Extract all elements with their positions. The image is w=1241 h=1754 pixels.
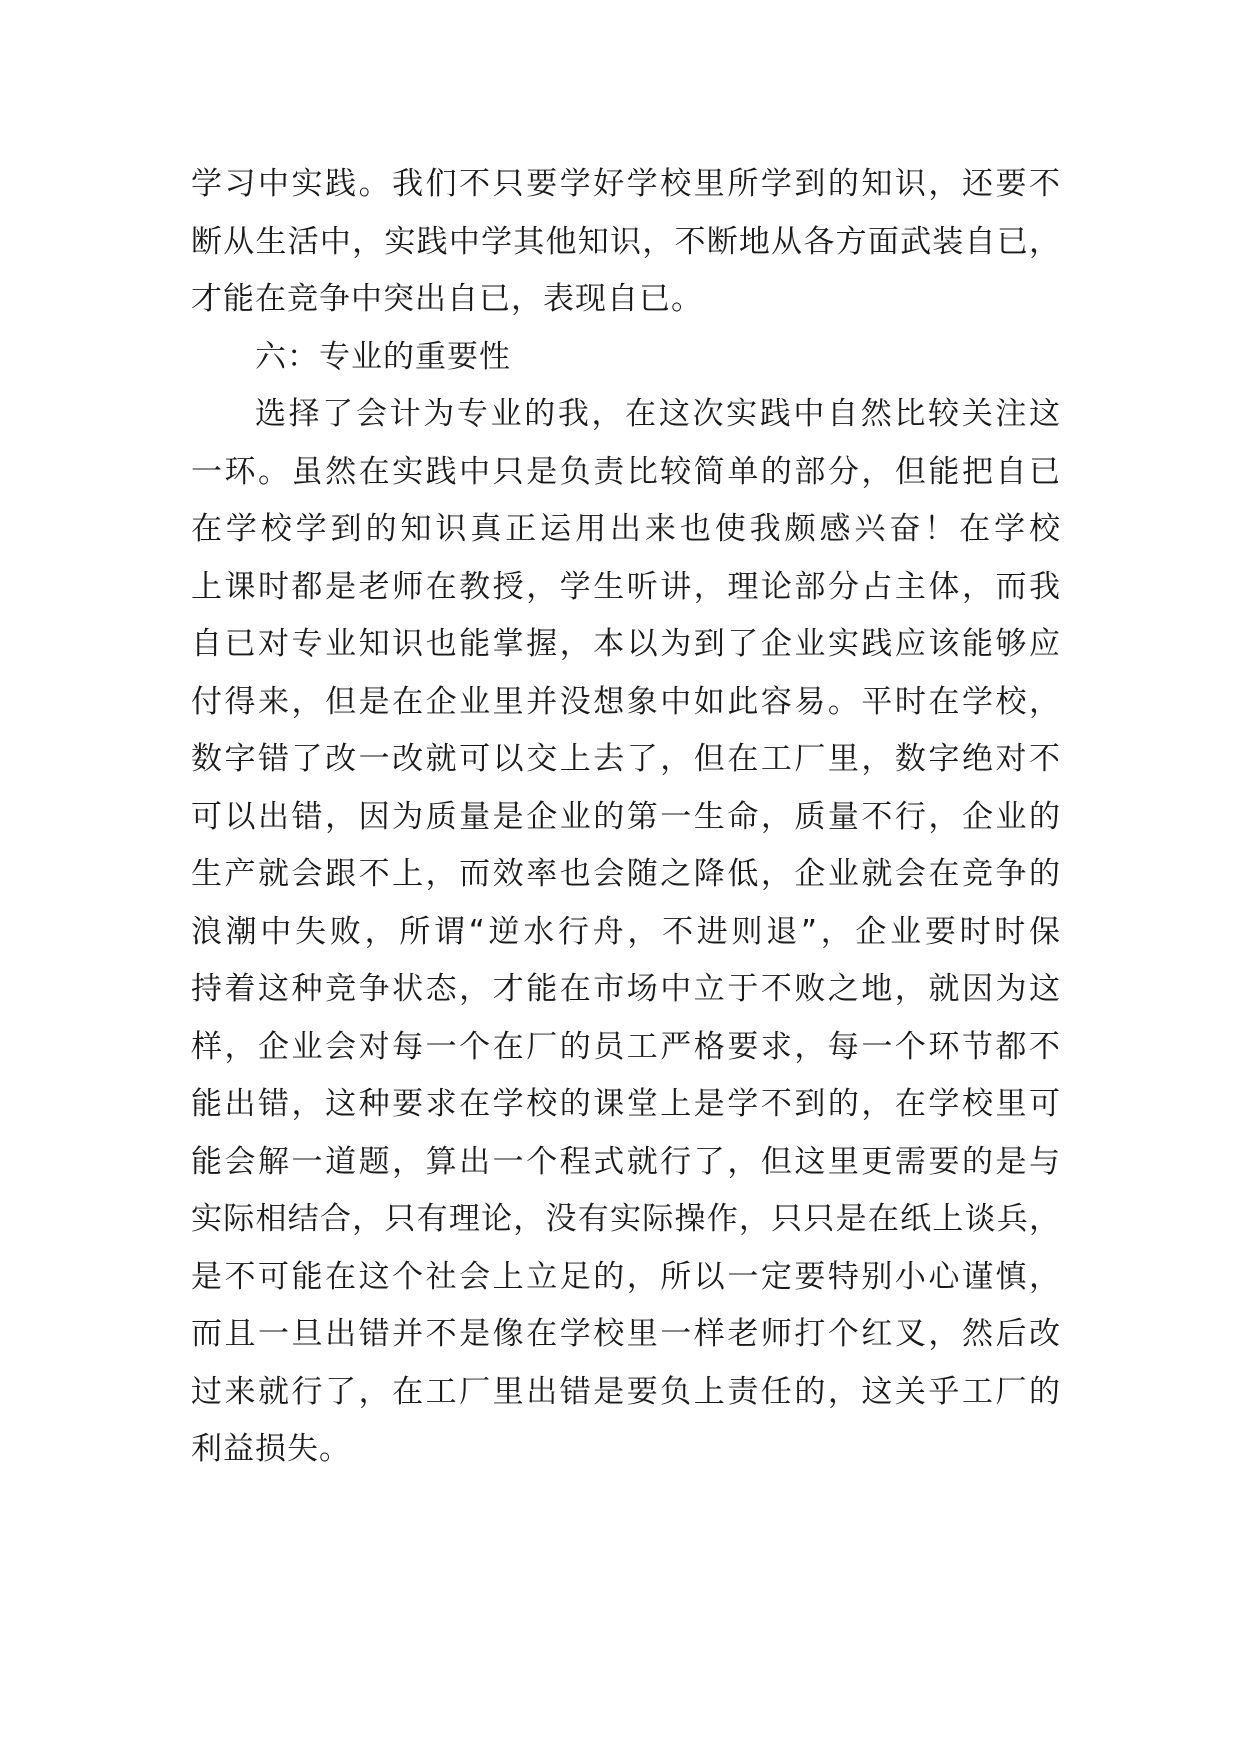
paragraph-line: 可以出错，因为质量是企业的第一生命，质量不行，企业的 — [191, 798, 1061, 835]
paragraph-line: 断从生活中，实践中学其他知识，不断地从各方面武装自已， — [191, 223, 1061, 260]
paragraph-line: 在学校学到的知识真正运用出来也使我颇感兴奋！在学校 — [191, 511, 1061, 547]
paragraph-line: 是不可能在这个社会上立足的，所以一定要特别小心谨慎， — [191, 1258, 1061, 1295]
paragraph-line: 能会解一道题，算出一个程式就行了，但这里更需要的是与 — [191, 1143, 1061, 1180]
paragraph-line: 样，企业会对每一个在厂的员工严格要求，每一个环节都不 — [191, 1028, 1061, 1065]
paragraph-line: 上课时都是老师在教授，学生听讲，理论部分占主体，而我 — [191, 568, 1061, 605]
paragraph-line: 选择了会计为专业的我，在这次实践中自然比较关注这 — [255, 396, 1061, 432]
paragraph-line: 浪潮中失败，所谓“逆水行舟，不进则退”，企业要时时保 — [191, 913, 1061, 950]
paragraph-line: 自已对专业知识也能掌握，本以为到了企业实践应该能够应 — [191, 626, 1061, 662]
paragraph-line: 一环。虽然在实践中只是负责比较简单的部分，但能把自已 — [191, 453, 1061, 490]
section-heading: 六：专业的重要性 — [255, 338, 511, 375]
paragraph-line: 而且一旦出错并不是像在学校里一样老师打个红叉，然后改 — [191, 1316, 1061, 1352]
paragraph-line: 才能在竞争中突出自已，表现自已。 — [191, 281, 703, 317]
paragraph-line: 数字错了改一改就可以交上去了，但在工厂里，数字绝对不 — [191, 741, 1061, 777]
paragraph-line: 利益损失。 — [191, 1431, 351, 1467]
paragraph-line: 能出错，这种要求在学校的课堂上是学不到的，在学校里可 — [191, 1086, 1061, 1122]
paragraph-line: 生产就会跟不上，而效率也会随之降低，企业就会在竞争的 — [191, 856, 1061, 892]
paragraph-line: 过来就行了，在工厂里出错是要负上责任的，这关乎工厂的 — [191, 1373, 1061, 1410]
paragraph-line: 付得来，但是在企业里并没想象中如此容易。平时在学校， — [191, 683, 1061, 720]
paragraph-line: 持着这种竞争状态，才能在市场中立于不败之地，就因为这 — [191, 971, 1061, 1007]
paragraph-line: 学习中实践。我们不只要学好学校里所学到的知识，还要不 — [191, 166, 1061, 202]
paragraph-line: 实际相结合，只有理论，没有实际操作，只只是在纸上谈兵， — [191, 1201, 1061, 1237]
document-body — [191, 156, 1061, 1479]
